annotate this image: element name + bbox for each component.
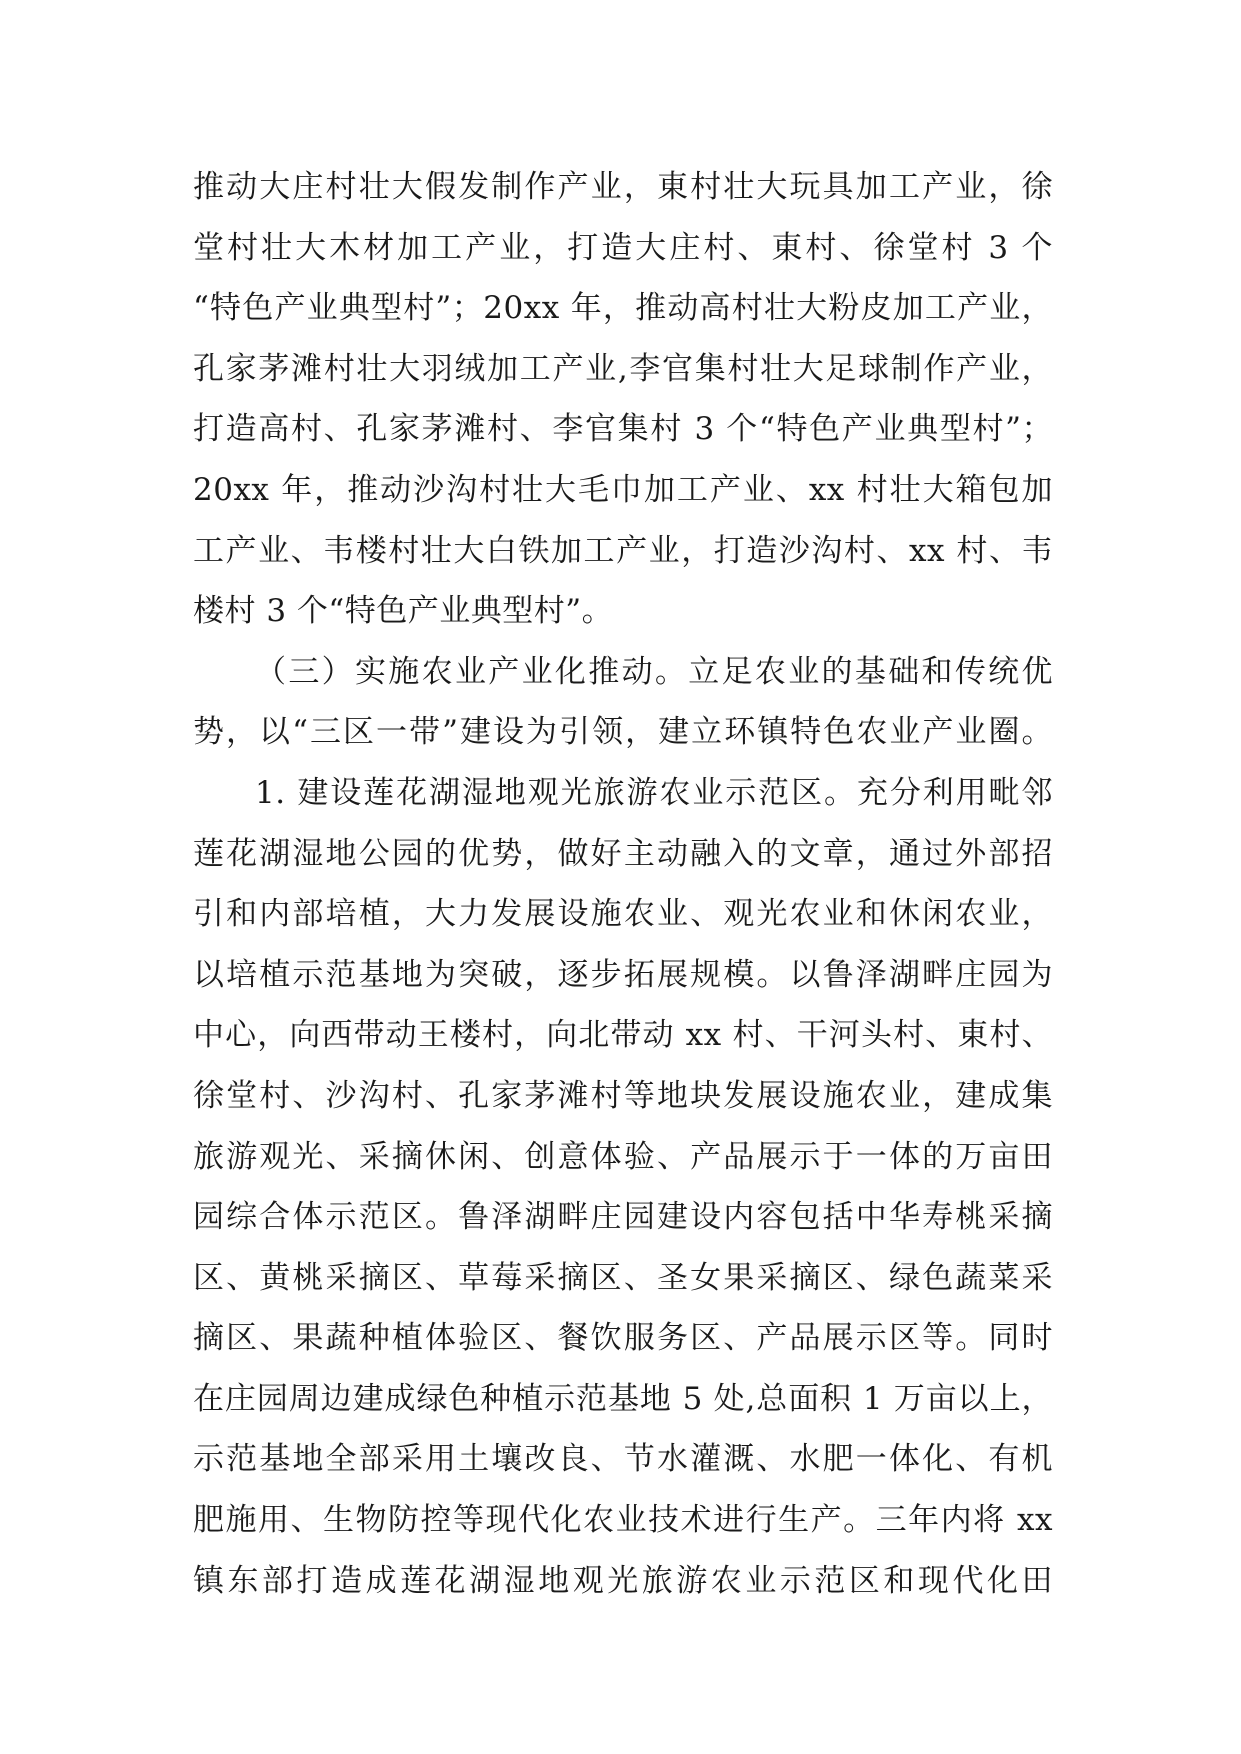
text-line: 徐堂村、沙沟村、孔家茅滩村等地块发展设施农业，建成集 — [193, 1077, 1053, 1114]
text-line: 摘区、果蔬种植体验区、餐饮服务区、产品展示区等。同时 — [193, 1320, 1053, 1357]
text-line: 楼村 3 个“特色产业典型村”。 — [193, 593, 614, 630]
text-line: 镇东部打造成莲花湖湿地观光旅游农业示范区和现代化田 — [193, 1562, 1053, 1599]
text-line: 工产业、韦楼村壮大白铁加工产业，打造沙沟村、xx 村、韦 — [193, 532, 1053, 569]
text-line: 引和内部培植，大力发展设施农业、观光农业和休闲农业， — [193, 896, 1053, 933]
text-line: 园综合体示范区。鲁泽湖畔庄园建设内容包括中华寿桃采摘 — [193, 1199, 1053, 1236]
section-heading-line: （三）实施农业产业化推动。立足农业的基础和传统优 — [255, 653, 1053, 690]
text-line: 肥施用、生物防控等现代化农业技术进行生产。三年内将 xx — [193, 1502, 1053, 1539]
text-line: 打造高村、孔家茅滩村、李官集村 3 个“特色产业典型村”； — [193, 411, 1053, 448]
subsection-heading-line: 1. 建设莲花湖湿地观光旅游农业示范区。充分利用毗邻 — [255, 774, 1053, 811]
body-text — [193, 157, 1053, 1611]
text-line: 在庄园周边建成绿色种植示范基地 5 处,总面积 1 万亩以上， — [193, 1380, 1053, 1417]
text-line: 区、黄桃采摘区、草莓采摘区、圣女果采摘区、绿色蔬菜采 — [193, 1259, 1053, 1296]
text-line: 推动大庄村壮大假发制作产业，東村壮大玩具加工产业，徐 — [193, 169, 1053, 205]
text-line: 以培植示范基地为突破，逐步拓展规模。以鲁泽湖畔庄园为 — [193, 956, 1053, 993]
text-line: 示范基地全部采用土壤改良、节水灌溉、水肥一体化、有机 — [193, 1441, 1053, 1478]
text-line: “特色产业典型村”；20xx 年，推动高村壮大粉皮加工产业， — [193, 290, 1053, 327]
text-line: 中心，向西带动王楼村，向北带动 xx 村、干河头村、東村、 — [193, 1017, 1053, 1054]
text-line: 旅游观光、采摘休闲、创意体验、产品展示于一体的万亩田 — [193, 1138, 1053, 1175]
text-line: 堂村壮大木材加工产业，打造大庄村、東村、徐堂村 3 个 — [193, 229, 1053, 266]
text-line: 孔家茅滩村壮大羽绒加工产业,李官集村壮大足球制作产业， — [193, 350, 1053, 387]
text-line: 20xx 年，推动沙沟村壮大毛巾加工产业、xx 村壮大箱包加 — [193, 471, 1053, 508]
text-line: 势，以“三区一带”建设为引领，建立环镇特色农业产业圈。 — [193, 714, 1053, 751]
text-line: 莲花湖湿地公园的优势，做好主动融入的文章，通过外部招 — [193, 835, 1053, 872]
